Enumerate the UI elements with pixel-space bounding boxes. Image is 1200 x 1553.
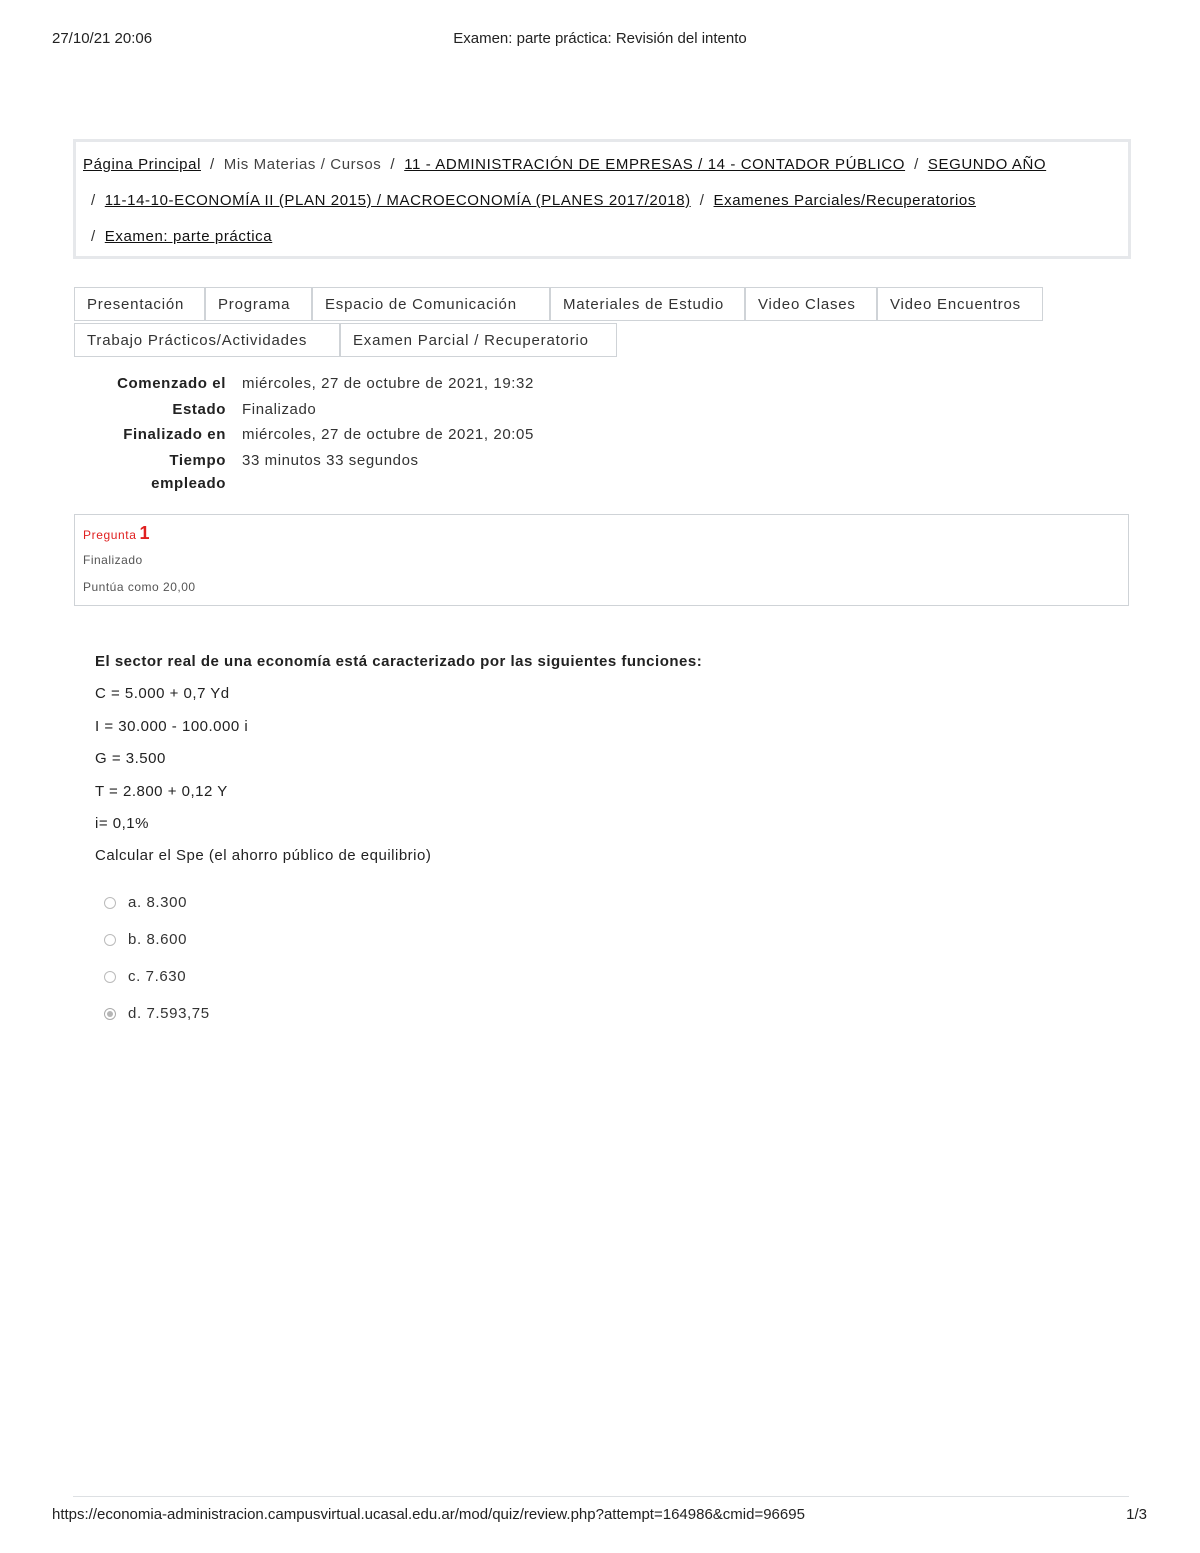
breadcrumb-separator: / <box>91 228 96 245</box>
state-value: Finalizado <box>242 401 317 418</box>
started-value: miércoles, 27 de octubre de 2021, 19:32 <box>242 375 534 392</box>
answer-label: a. 8.300 <box>128 894 188 911</box>
question-number: Pregunta 1 <box>83 523 151 543</box>
question-state: Finalizado <box>83 553 143 567</box>
state-label: Estado <box>172 401 226 418</box>
breadcrumb-my-courses: Mis Materias / Cursos <box>223 156 382 173</box>
breadcrumb-year-link[interactable]: SEGUNDO AÑO <box>927 156 1047 173</box>
breadcrumb-home-link[interactable]: Página Principal <box>83 156 201 173</box>
tab-video-clases[interactable]: Video Clases <box>745 287 877 321</box>
tab-trabajos-practicos[interactable]: Trabajo Prácticos/Actividades <box>74 323 340 357</box>
finished-label: Finalizado en <box>123 426 226 443</box>
tab-examen-parcial[interactable]: Examen Parcial / Recuperatorio <box>340 323 617 357</box>
question-line: G = 3.500 <box>95 750 166 767</box>
question-intro: El sector real de una economía está caracterizado por las siguientes funciones: <box>95 653 703 670</box>
finished-value: miércoles, 27 de octubre de 2021, 20:05 <box>242 426 534 443</box>
radio-button[interactable] <box>104 971 116 983</box>
breadcrumb-separator: / <box>91 192 96 209</box>
radio-button[interactable] <box>104 934 116 946</box>
started-label: Comenzado el <box>117 375 226 392</box>
tab-video-encuentros[interactable]: Video Encuentros <box>877 287 1043 321</box>
answer-label: d. 7.593,75 <box>128 1005 210 1022</box>
tab-presentacion[interactable]: Presentación <box>74 287 205 321</box>
question-prompt: Calcular el Spe (el ahorro público de equilibrio) <box>95 847 432 864</box>
breadcrumb-course-link[interactable]: 11-14-10-ECONOMÍA II (PLAN 2015) / MACROECONOMÍA (PLANES 2017/2018) <box>104 192 691 209</box>
radio-button[interactable] <box>104 897 116 909</box>
tab-espacio-comunicacion[interactable]: Espacio de Comunicación <box>312 287 550 321</box>
time-label: Tiempo <box>169 452 226 469</box>
answer-label: b. 8.600 <box>128 931 188 948</box>
breadcrumb-section-link[interactable]: Examenes Parciales/Recuperatorios <box>713 192 976 209</box>
radio-button-selected[interactable] <box>104 1008 116 1020</box>
question-grade: Puntúa como 20,00 <box>83 580 196 594</box>
answer-label: c. 7.630 <box>128 968 187 985</box>
question-line: T = 2.800 + 0,12 Y <box>95 783 228 800</box>
breadcrumb-separator: / <box>210 156 215 173</box>
print-date: 27/10/21 20:06 <box>52 30 153 47</box>
print-title: Examen: parte práctica: Revisión del intento <box>453 30 747 47</box>
breadcrumb-separator: / <box>699 192 705 209</box>
footer-divider <box>73 1496 1129 1497</box>
page-number: 1/3 <box>1126 1506 1147 1523</box>
breadcrumb-separator: / <box>390 156 396 173</box>
question-line: I = 30.000 - 100.000 i <box>95 718 249 735</box>
breadcrumb-separator: / <box>914 156 919 173</box>
tab-programa[interactable]: Programa <box>205 287 312 321</box>
question-info <box>74 514 1129 606</box>
tab-materiales-estudio[interactable]: Materiales de Estudio <box>550 287 745 321</box>
time-value: 33 minutos 33 segundos <box>242 452 419 469</box>
time-label-cont: empleado <box>151 475 226 492</box>
page-url: https://economia-administracion.campusvirtual.ucasal.edu.ar/mod/quiz/review.php?attempt=164986&cmid=96695 <box>52 1506 805 1523</box>
breadcrumb-category-link[interactable]: 11 - ADMINISTRACIÓN DE EMPRESAS / 14 - CONTADOR PÚBLICO <box>404 156 906 173</box>
question-line: C = 5.000 + 0,7 Yd <box>95 685 230 702</box>
breadcrumb-quiz-link[interactable]: Examen: parte práctica <box>104 228 273 245</box>
question-line: i= 0,1% <box>95 815 149 832</box>
breadcrumb <box>73 139 1131 259</box>
